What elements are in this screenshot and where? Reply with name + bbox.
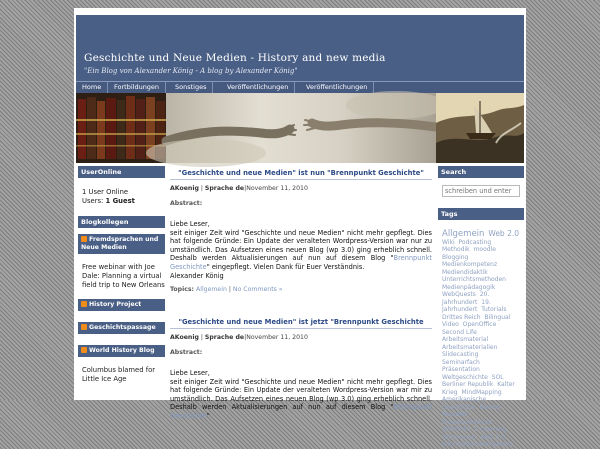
post-signature: Alexander König <box>170 271 224 280</box>
post-topics <box>170 286 432 293</box>
tag-link[interactable]: Wiki <box>442 238 455 246</box>
post-date: November 11, 2010 <box>246 185 308 192</box>
brennpunkt-link[interactable]: Brennpunkt Geschichte <box>170 254 432 271</box>
rss-icon <box>81 301 87 307</box>
post-category[interactable]: Sprache de <box>204 185 245 192</box>
tag-link[interactable]: Informationskompetenz <box>442 441 514 448</box>
feed-title[interactable]: World History Blog <box>89 347 155 354</box>
post-body <box>170 220 432 280</box>
tag-link[interactable]: Weltgeschichte <box>442 373 488 381</box>
tag-link[interactable]: Mediendidaktik <box>442 268 488 276</box>
nav-veroeffentlichungen-1[interactable]: Veröffentlichungen <box>221 82 295 93</box>
tag-link[interactable]: Projektunterricht <box>442 418 493 426</box>
nav-fortbildungen[interactable]: Fortbildungen <box>108 82 166 93</box>
post <box>170 169 432 293</box>
tag-link[interactable]: MindMapping <box>461 388 502 396</box>
post-text: seit einiger Zeit wird "Geschichte und neue Medien" nicht mehr gepflegt. Dies hat folgende Gründe: Ein Update der veralteten Wordpress-Version war mir zu umständlich. Das Aufsetzen eines neuen Blog (wp 3.0) ging erheblich schnell. Deshalb werden Aktualisierungen auf nun auf diesem Blog " <box>170 377 432 412</box>
post-text: " <box>206 411 210 420</box>
post-paragraph <box>170 229 432 272</box>
meta-separator: | <box>244 185 247 192</box>
page-wrapper <box>74 8 526 448</box>
tag-link[interactable]: Second Life <box>442 328 477 336</box>
header-image-strip <box>76 93 524 163</box>
useronline-users <box>82 197 165 206</box>
tag-link[interactable]: Kalter Krieg <box>442 381 515 396</box>
search-heading: Search <box>438 166 524 178</box>
feed-item[interactable]: Columbus blamed for Little Ice Age <box>82 366 156 383</box>
tag-link[interactable]: Präsentation <box>442 366 480 373</box>
post-title[interactable]: "Geschichte und neue Medien" ist nun "Brennpunkt Geschichte" <box>170 169 432 180</box>
tag-link[interactable]: Web 3.0 <box>480 433 506 441</box>
main-content <box>170 163 432 420</box>
tag-link[interactable]: Drittes Reich <box>442 313 481 321</box>
tag-link[interactable]: ePortfolio <box>442 426 471 433</box>
site-header <box>74 8 526 81</box>
topics-separator: | <box>226 286 233 294</box>
guest-count: 1 Guest <box>105 197 135 205</box>
tag-link[interactable]: Methodik <box>442 246 470 253</box>
tag-link[interactable]: Medienkompetenz <box>442 261 498 268</box>
tag-link[interactable]: Bilingual <box>484 313 511 321</box>
tag-link[interactable]: Arbeitsmaterialien <box>442 343 498 351</box>
meta-separator: | <box>198 185 205 192</box>
tag-link[interactable]: Allgemein <box>442 229 485 239</box>
brennpunkt-link[interactable]: Brennpunkt Geschichte <box>170 403 432 420</box>
feed-heading-history-project[interactable] <box>78 299 165 311</box>
post-greeting: Liebe Leser, <box>170 220 210 228</box>
tag-link[interactable]: Video <box>442 321 459 328</box>
rss-icon <box>81 347 87 353</box>
header-banner <box>76 15 524 81</box>
tag-link[interactable]: Podcasting <box>458 238 492 246</box>
post-date: November 11, 2010 <box>246 334 308 341</box>
post <box>170 318 432 421</box>
rss-icon <box>81 324 87 330</box>
post-text: " eingepflegt. Vielen Dank für Euer Verständnis. <box>206 262 365 271</box>
tag-link[interactable]: Unterrichtsmethoden <box>442 276 506 283</box>
tag-link[interactable]: Amerikanische Geschichte <box>442 396 487 411</box>
feed-heading-geschichtspassage[interactable] <box>78 322 165 334</box>
tag-link[interactable]: Tutorials <box>481 306 507 313</box>
topics-label: Topics: <box>170 286 195 294</box>
tag-link[interactable]: Medienpädagogik <box>442 283 496 291</box>
post-body <box>170 369 432 421</box>
post-meta <box>170 180 432 192</box>
tag-link[interactable]: moodle <box>473 246 496 253</box>
users-label: Users: <box>82 197 106 205</box>
right-sidebar <box>438 166 524 448</box>
tag-link[interactable]: Bonner Republik <box>442 403 501 418</box>
tag-link[interactable]: Berliner Republik <box>442 381 494 388</box>
meta-separator: | <box>244 334 247 341</box>
abstract-label: Abstract: <box>170 349 203 356</box>
creation-of-adam-image <box>166 93 436 163</box>
rss-icon <box>81 236 87 242</box>
useronline-heading: UserOnline <box>78 166 165 178</box>
post-greeting: Liebe Leser, <box>170 369 210 377</box>
search-input[interactable] <box>442 185 520 197</box>
left-sidebar <box>78 166 165 406</box>
tag-link[interactable]: Slidecasting <box>442 351 479 358</box>
meta-separator: | <box>198 334 205 341</box>
site-title[interactable]: Geschichte und Neue Medien - History and new media <box>84 52 386 64</box>
blogkollegen-heading: Blogkollegen <box>78 216 165 228</box>
nav-sonstiges[interactable]: Sonstiges <box>169 82 213 93</box>
main-nav <box>76 81 524 93</box>
nav-veroeffentlichungen-2[interactable]: Veröffentlichungen <box>300 82 374 93</box>
post-paragraph <box>170 378 432 421</box>
feed-title[interactable]: History Project <box>89 301 142 308</box>
tag-link[interactable]: Blogging <box>442 253 469 261</box>
tag-cloud <box>442 230 522 449</box>
tag-link[interactable]: Seminarfach <box>442 358 480 366</box>
useronline-widget <box>78 178 165 206</box>
useronline-count[interactable]: 1 User Online <box>82 188 129 196</box>
post-author[interactable]: AKoenig <box>170 334 199 341</box>
tag-link[interactable]: 19. Jahrhundert <box>442 298 491 313</box>
feed-item[interactable]: Free webinar with Joe Dale: Planning a virtual field trip to New Orleans <box>82 263 165 289</box>
site-description: "Ein Blog von Alexander König - A blog by Alexander König" <box>84 67 298 75</box>
tag-link[interactable]: WebQuests <box>442 291 476 298</box>
tag-link[interactable]: OpenOffice <box>462 321 497 328</box>
post-category[interactable]: Sprache de <box>204 334 245 341</box>
tag-link[interactable]: E-Learning <box>474 426 507 433</box>
feed-title[interactable]: Geschichtspassage <box>89 324 156 331</box>
tag-link[interactable]: SOL <box>491 373 504 381</box>
tag-link[interactable]: Terrorismus <box>442 433 477 441</box>
post-text: seit einiger Zeit wird "Geschichte und neue Medien" nicht mehr gepflegt. Dies hat folgende Gründe: Ein Update der veralteten Wordpress-Version war nur zu umständlich. Das Aufsetzen eines neuen Blog (wp 3.0) ging erheblich schnell. Deshalb werden Aktualisierungen auf nun auf diesem Blog " <box>170 228 432 263</box>
feed-title[interactable]: Fremdsprachen und Neue Medien <box>81 236 159 251</box>
feed-heading-world-history-blog[interactable] <box>78 345 165 357</box>
tag-link[interactable]: Arbeitsmaterial <box>442 336 489 343</box>
comments-link[interactable]: No Comments » <box>232 286 283 294</box>
ship-painting-image <box>436 93 524 163</box>
feed-heading-fremdsprachen[interactable] <box>78 234 165 254</box>
post-title[interactable]: "Geschichte und neue Medien" ist jetzt "Brennpunkt Geschichte <box>170 318 432 329</box>
abstract-label: Abstract: <box>170 200 203 207</box>
post-meta <box>170 329 432 341</box>
tags-heading: Tags <box>438 208 524 220</box>
post-author[interactable]: AKoenig <box>170 185 199 192</box>
tag-link[interactable]: Web 2.0 <box>488 229 520 238</box>
tag-link[interactable]: 20. Jahrhundert <box>442 291 490 306</box>
nav-home[interactable]: Home <box>76 82 108 93</box>
topic-link[interactable]: Allgemein <box>196 286 227 294</box>
